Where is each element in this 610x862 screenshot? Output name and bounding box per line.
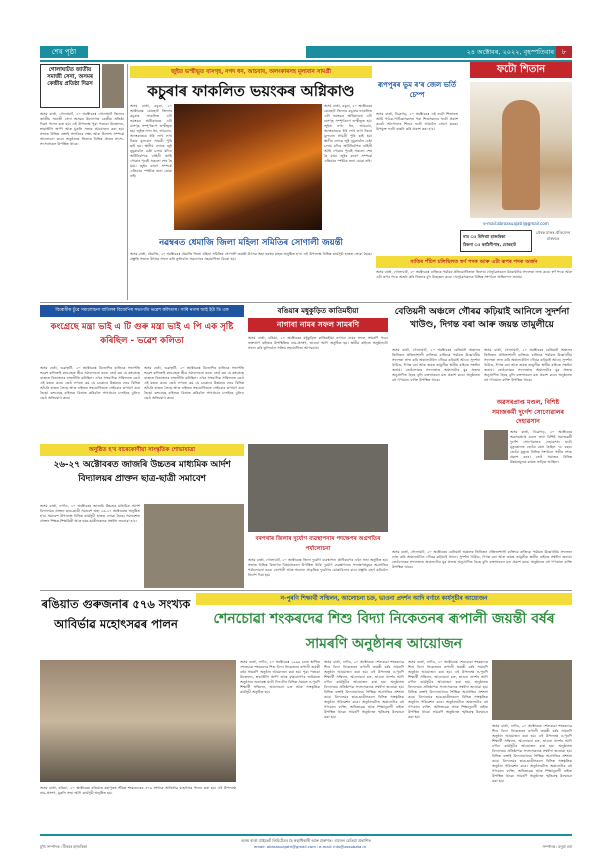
memorial-photo — [484, 430, 508, 460]
footer-right-name: সম্পাদক ৷ মনুপ্ৰ বৰা — [542, 844, 572, 849]
left-story-photo — [102, 64, 124, 108]
masthead-left-bar — [40, 46, 88, 58]
photo-feature-caption — [460, 230, 532, 252]
meeting-photo — [248, 444, 388, 532]
rangia-body: অসম বাৰ্তা, ৰঙিয়া, ২০ অক্টোবৰঃ ৰঙিয়াত মহাপুৰুষ শ্ৰীমন্ত শংকৰদেৱৰ ৫৭৬ সংখ্যক আবিৰ্ভাৱ মহোৎসৱ পালন কৰা হয়। এই উপলক্ষে নাম-প্ৰসংগ, মুকলি সভা আদি কাৰ্যসূচী অনুষ্ঠিত হয়। — [40, 786, 236, 795]
congress-body-col1: অসম বাৰ্তা, গুৱাহাটী, ২০ অক্টোবৰঃ বিজেপিৰ ৰাজ্যিক সভাপতি ভৱেশ কলিতাই কংগ্ৰেছক তীব্ৰ সমালোচনা কৰে। তেওঁ কয় যে কংগ্ৰেছে ৰাজ্যত বিভাজনৰ ৰাজনীতি কৰিছিল। এখন সাংবাদিক সন্মিলনত তেওঁ এই মন্তব্য কৰে। তেওঁ লগতে কয় যে চৰকাৰে উন্নয়নৰ বাবে বিভিন্ন আঁচনি হাতত লৈছে আৰু ৰাইজৰ সহযোগিতাত সেইবোৰ ৰূপায়ণ কৰা হৈছে। কংগ্ৰেছে ৰাইজক বিভ্ৰান্ত কৰিবলৈ অপপ্ৰচাৰ চলাইছে বুলিও তেওঁ অভিযোগ কৰে। — [40, 366, 140, 400]
fire-headline: কচুৰাৰ ফাকলিত ভয়ংকৰ অগ্নিকাণ্ড — [147, 82, 355, 100]
congress-headline: কংগ্ৰেছে মন্ত্ৰা ভাই এ টি গুৰু মন্ত্ৰা ভাই এ পি এক সৃষ্টি কৰিছিল - ভৱেশ কলিতা — [50, 322, 234, 346]
teacher-banner-text: ন-পুৰণি শিক্ষাৰ্থী সন্মিলন, আলোচনা চক্ৰ, ভাওনা প্ৰদৰ্শন আদি বৰ্ণাঢ্য কাৰ্যসূচীৰ আয়োজন — [280, 596, 488, 602]
cultural-banner-text: অনুষ্ঠিত হ'ব বাৰেকোণীয়া সাংস্কৃতিক শোভাযাত্ৰা — [88, 447, 196, 453]
caption-name: নাম ঃ উদিপ্তা হাজৰিকা — [463, 234, 506, 239]
memorial-body: অসম বাৰ্তা, ডিব্ৰুগড়, ২০ অক্টোবৰঃ অৱসৰপ্ৰাপ্ত মণ্ডল তথা বিশিষ্ট সমাজকৰ্মী দুৰ্গেশ সোণোৱালৰ দেহাৱসান ঘটে। মৃত্যুকালত তেওঁৰ বয়স হৈছিল ৭৮ বছৰ। তেওঁৰ মৃত্যুত বিভিন্ন সংগঠনে গভীৰ শোক প্ৰকাশ কৰে। তেওঁ সমাজৰ বিভিন্ন উন্নয়নমূলক কামত জড়িত আছিল। — [510, 430, 572, 464]
fire-photo — [174, 104, 322, 230]
sports-body: অসম বাৰ্তা, গোলাঘাট, ২০ অক্টোবৰঃ ৰাজ্যিক পৰ্যায়ৰ প্ৰতিযোগিতাত জিলাৰ খেলুৱৈসকলে উল্লেখনীয় সফলতা লাভ কৰে। স্বৰ্ণ পদক আৰু এটা ৰূপৰ পদক অৰ্জন কৰি জিলাৰ মুখ উজ্জ্বল কৰে। খেলুৱৈসকলক বিভিন্ন সংগঠনে অভিনন্দন জনায়। — [376, 270, 572, 279]
bjp-kicker: বিৰোধীক চুঁৱে সমালোচনা বাতিলৰ বিজেপিৰ সভাপতি ভৱেশ কলিতাৰ ৷ সাৰি নগাৰ আই ইউ ডি এক — [55, 308, 229, 313]
fire-body-right: অসম বাৰ্তা, কচুৰা, ২০ অক্টোবৰঃ যোৰহাট জিলাৰ কচুৰাৰ ফাকলিত এটা ভয়ংকৰ অগ্নিকাণ্ডত এটা বাসগৃহ সম্পূৰ্ণৰূপে ভস্মীভূত হয়। জুইত নগদ ধন, আচবাব, অলংকাৰকে ধৰি লাখ লাখ টকাৰ মূল্যবান সামগ্ৰী পুৰি ছাই হয়। স্থানীয় লোকে জুই নুমুৱাবলৈ চেষ্টা চলায় যদিও অগ্নিনিৰ্বাপক বাহিনী আহি পোৱাৰ পূৰ্বেই সকলো শেষ হৈ যায়। জুইৰ কাৰণ সম্পৰ্কে এতিয়াও স্পষ্টকৈ জনা যোৱা নাই। — [324, 104, 372, 163]
mukhi-kicker — [248, 305, 388, 317]
betoni-headline: বেতিয়নী অঞ্চলে গৌৰৱ কঢ়িয়াই আনিলে সুদৰ্শনা খাউণ্ড, দিগন্ত বৰা আৰু জয়ন্ত তামুলীয়ে — [394, 307, 570, 330]
photo-feature-title-bar — [470, 62, 572, 78]
photo-feature-body: অসম বাৰ্তা, ডিব্ৰুগড়, ২০ অক্টোবৰঃ এই ফটো শিতানত আমি পাঠক-পাঠিকাসকলৰ পৰা শিশুসকলৰ ফটো প্ৰকাশ কৰোঁ। আপোনাৰ শিশুৰ ফটো আমালৈ প্ৰেৰণ কৰক। উপযুক্ত ফটো বাছনি কৰি প্ৰকাশ কৰা হ'ব। — [376, 112, 458, 131]
bokakhat-kicker — [248, 534, 388, 556]
fire-kicker — [130, 66, 372, 78]
mukhi-headline: নাগাবা নামৰ সফল সামৰণি — [276, 320, 360, 329]
child-figure — [502, 100, 540, 210]
footer-rule — [40, 834, 572, 836]
bjp-kicker-bar — [40, 305, 244, 317]
sports-kicker: বাতিৰ পঁচিশ চলিছিলত স্বৰ্ণ পদক আৰু এটা ৰূপৰ পদক অৰ্জন — [410, 259, 538, 265]
shishu-body-col1: অসম বাৰ্তা, নগাঁও, ২০ অক্টোবৰঃ শেনচোৱা শংকৰদেৱ শিশু বিদ্যা নিকেতনৰ ৰূপালী জয়ন্তী বৰ্ষৰ সামৰণি অনুষ্ঠান আয়োজন কৰা হয়। এই উপলক্ষে ন-পুৰণি শিক্ষাৰ্থী সন্মিলন, আলোচনা চক্ৰ, ভাওনা প্ৰদৰ্শন আদি বৰ্ণাঢ্য কাৰ্যসূচীৰ আয়োজন কৰা হয়। অনুষ্ঠানত বিদ্যালয়ৰ প্ৰতিষ্ঠাপক সদস্যসকলক সম্বৰ্ধনা জনোৱা হয়। বিভিন্ন বক্তাই বিদ্যালয়খনৰ শৈক্ষিক অগ্ৰগতিৰ প্ৰশংসা কৰে। বিদ্যালয়ৰ ছাত্ৰ-ছাত্ৰীসকলে বিভিন্ন সাংস্কৃতিক অনুষ্ঠান পৰিৱেশন কৰে। অনুষ্ঠানটোত অঞ্চলটোৰ বহু গণ্যমান্য ব্যক্তি, অভিভাৱক আৰু শিক্ষানুৰাগী ৰাইজ উপস্থিত থাকে। সামৰণি অনুষ্ঠানত স্মৃতিগ্ৰন্থ উন্মোচন কৰা হয়। — [324, 660, 404, 719]
mukhi-kicker-text: বঙিয়াৰ মধুকুড়িত কাতিমহীয়া — [277, 307, 359, 315]
column-divider — [127, 64, 128, 300]
memorial-headline: অৱসৰপ্ৰাপ্ত মণ্ডল, বিশিষ্ট সমাজকৰ্মী দুৰ্গেশ সোণোৱালৰ দেহাৱসান — [491, 399, 565, 425]
masthead-dateline — [306, 46, 572, 58]
sports-kicker-bar — [376, 256, 572, 268]
photo-feature-title: ফটো শিতান — [496, 64, 546, 75]
page-number: ৮ — [561, 48, 567, 56]
row-divider-2 — [40, 590, 572, 591]
school-body-col1: অসম বাৰ্তা, নগাঁও, ২০ অক্টোবৰঃ জাজৰি উচ্চতৰ মাধ্যমিক আৰ্দশ বিদ্যালয়ৰ প্ৰাক্তন ছাত্ৰ-ছাত্ৰী সমাবেশ অহা ২৬-২৭ অক্টোবৰত অনুষ্ঠিত হ'ব। সমাবেশ উপলক্ষে বিভিন্ন কাৰ্যসূচী হাতত লোৱা হৈছে। সমাবেশত প্ৰাক্তন শিক্ষক-শিক্ষয়িত্ৰী আৰু ছাত্ৰ-ছাত্ৰীসকলক সম্বৰ্ধনা জনোৱা হ'ব। — [40, 504, 140, 523]
footer-left-name: মুখ্য সম্পাদক ৷ বীৰবৰ হাজৰিকা — [40, 844, 87, 849]
date-line: ২৪ অক্টোবৰ, ২০২২, বৃহস্পতিবাৰ — [466, 48, 554, 56]
mukhi-headline-bar — [248, 318, 388, 332]
mukhi-body: অসম বাৰ্তা, বঙিয়া, ২০ অক্টোবৰঃ মধুকুড়িত কাতিমহীয়া নাগাবা নামৰ সফল সামৰণি পৰে। ভক্তপ্ৰাণ ৰাইজৰ উপস্থিতিত নাম-প্ৰসংগ, ভাওনা আদি অনুষ্ঠিত হয়। স্থানীয় ৰাইজে অনুষ্ঠানটো সফল কৰি তুলিবলৈ সক্ৰিয় সহযোগিতা আগবঢ়ায়। — [248, 336, 388, 350]
shishu-body-col3: অসম বাৰ্তা, নগাঁও, ২০ অক্টোবৰঃ শেনচোৱা শংকৰদেৱ শিশু বিদ্যা নিকেতনৰ ৰূপালী জয়ন্তী বৰ্ষৰ সামৰণি অনুষ্ঠান আয়োজন কৰা হয়। এই উপলক্ষে ন-পুৰণি শিক্ষাৰ্থী সন্মিলন, আলোচনা চক্ৰ, ভাওনা প্ৰদৰ্শন আদি বৰ্ণাঢ্য কাৰ্যসূচীৰ আয়োজন কৰা হয়। অনুষ্ঠানত বিদ্যালয়ৰ প্ৰতিষ্ঠাপক সদস্যসকলক সম্বৰ্ধনা জনোৱা হয়। বিভিন্ন বক্তাই বিদ্যালয়খনৰ শৈক্ষিক অগ্ৰগতিৰ প্ৰশংসা কৰে। বিদ্যালয়ৰ ছাত্ৰ-ছাত্ৰীসকলে বিভিন্ন সাংস্কৃতিক অনুষ্ঠান পৰিৱেশন কৰে। অনুষ্ঠানটোত অঞ্চলটোৰ বহু গণ্যমান্য ব্যক্তি, অভিভাৱক আৰু শিক্ষানুৰাগী ৰাইজ উপস্থিত থাকে। সামৰণি অনুষ্ঠানত স্মৃতিগ্ৰন্থ উন্মোচন কৰা হয়। — [492, 724, 572, 783]
rangia-photo — [40, 660, 236, 782]
dhemaji-body: অসম বাৰ্তা, ধেমাজি, ২০ অক্টোবৰঃ ধেমাজি জিলা মহিলা সমিতিৰ সোণালী জয়ন্তী উৎসৱ অহা নৱম্বৰ মাহত অনুষ্ঠিত হ'ব। এই উপলক্ষে বিভিন্ন কাৰ্যসূচী হাতত লোৱা হৈছে। প্ৰস্তুতি সভাত উৎসৱ সফল কৰি তুলিবলৈ সকলোৰে সহযোগিতা বিচৰা হয়। — [130, 252, 372, 261]
betoni-body-col1: অসম বাৰ্তা, গোলাঘাট, ২০ অক্টোবৰঃ বেতিয়নী অঞ্চলৰ তিনিজন প্ৰতিভাশালী ব্যক্তিয়ে ৰাজ্যিক পৰ্যায়ত উল্লেখনীয় সফলতা লাভ কৰি অঞ্চলটোলৈ গৌৰৱ কঢ়িয়াই আনে। সুদৰ্শনা খাউণ্ড, দিগন্ত বৰা আৰু জয়ন্ত তামুলীক স্থানীয় ৰাইজে সম্বৰ্ধনা জনায়। তেওঁলোকৰ সফলতাত অঞ্চলটোৰ যুৱ প্ৰজন্ম অনুপ্ৰাণিত হৈছে বুলি বক্তাসকলে মত প্ৰকাশ কৰে। অনুষ্ঠানত বহু গণ্যমান্য ব্যক্তি উপস্থিত থাকে। — [392, 348, 480, 382]
congress-body-col2: অসম বাৰ্তা, গুৱাহাটী, ২০ অক্টোবৰঃ বিজেপিৰ ৰাজ্যিক সভাপতি ভৱেশ কলিতাই কংগ্ৰেছক তীব্ৰ সমালোচনা কৰে। তেওঁ কয় যে কংগ্ৰেছে ৰাজ্যত বিভাজনৰ ৰাজনীতি কৰিছিল। এখন সাংবাদিক সন্মিলনত তেওঁ এই মন্তব্য কৰে। তেওঁ লগতে কয় যে চৰকাৰে উন্নয়নৰ বাবে বিভিন্ন আঁচনি হাতত লৈছে আৰু ৰাইজৰ সহযোগিতাত সেইবোৰ ৰূপায়ণ কৰা হৈছে। কংগ্ৰেছে ৰাইজক বিভ্ৰান্ত কৰিবলৈ অপপ্ৰচাৰ চলাইছে বুলিও তেওঁ অভিযোগ কৰে। — [144, 366, 244, 400]
footer-line-1: অসম বাৰ্তা প্ৰাইভেট লিমিটেডৰ হৈ স্বত্বাধিকাৰী আৰু প্ৰকাশক ৷ ৰাজেন চেতিয়া প্ৰকাশিত — [241, 838, 371, 843]
left-story-headline — [40, 64, 100, 108]
fire-kicker-text: জুইত ভস্মীভূত বাসগৃহ, নগদ ধন, আচবাব, অলংকাৰসহ মূল্যবান সামগ্ৰী — [170, 69, 332, 75]
photo-feature-sender: প্ৰেৰক মাকৰ প্ৰতিবেদন মাৰফতে — [535, 230, 571, 241]
middle-body-col1: অসম বাৰ্তা, নগাঁও, ২০ অক্টোবৰঃ ১৯৯৯ চনত স্থাপিত শেনচোৱা শংকৰদেৱ শিশু বিদ্যা নিকেতনৰ ৰূপালী জয়ন্তী বৰ্ষৰ সামৰণি অনুষ্ঠান আয়োজন কৰা হয়। পুৱা পতাকা উত্তোলন, শ্ৰদ্ধাঞ্জলি অৰ্পণ আৰু বৃক্ষৰোপণৰ জৰিয়তে অনুষ্ঠানৰ শুভাৰম্ভ ঘটে। দিনটোৰ বিভিন্ন সময়ত ন-পুৰণি শিক্ষাৰ্থী সন্মিলন, আলোচনা চক্ৰ আৰু সাংস্কৃতিক কাৰ্যসূচী অনুষ্ঠিত হয়। — [240, 660, 320, 694]
betoni-body-col2: অসম বাৰ্তা, গোলাঘাট, ২০ অক্টোবৰঃ বেতিয়নী অঞ্চলৰ তিনিজন প্ৰতিভাশালী ব্যক্তিয়ে ৰাজ্যিক পৰ্যায়ত উল্লেখনীয় সফলতা লাভ কৰি অঞ্চলটোলৈ গৌৰৱ কঢ়িয়াই আনে। সুদৰ্শনা খাউণ্ড, দিগন্ত বৰা আৰু জয়ন্ত তামুলীক স্থানীয় ৰাইজে সম্বৰ্ধনা জনায়। তেওঁলোকৰ সফলতাত অঞ্চলটোৰ যুৱ প্ৰজন্ম অনুপ্ৰাণিত হৈছে বুলি বক্তাসকলে মত প্ৰকাশ কৰে। অনুষ্ঠানত বহু গণ্যমান্য ব্যক্তি উপস্থিত থাকে। — [484, 348, 572, 382]
shishu-body-col2: অসম বাৰ্তা, নগাঁও, ২০ অক্টোবৰঃ শেনচোৱা শংকৰদেৱ শিশু বিদ্যা নিকেতনৰ ৰূপালী জয়ন্তী বৰ্ষৰ সামৰণি অনুষ্ঠান আয়োজন কৰা হয়। এই উপলক্ষে ন-পুৰণি শিক্ষাৰ্থী সন্মিলন, আলোচনা চক্ৰ, ভাওনা প্ৰদৰ্শন আদি বৰ্ণাঢ্য কাৰ্যসূচীৰ আয়োজন কৰা হয়। অনুষ্ঠানত বিদ্যালয়ৰ প্ৰতিষ্ঠাপক সদস্যসকলক সম্বৰ্ধনা জনোৱা হয়। বিভিন্ন বক্তাই বিদ্যালয়খনৰ শৈক্ষিক অগ্ৰগতিৰ প্ৰশংসা কৰে। বিদ্যালয়ৰ ছাত্ৰ-ছাত্ৰীসকলে বিভিন্ন সাংস্কৃতিক অনুষ্ঠান পৰিৱেশন কৰে। অনুষ্ঠানটোত অঞ্চলটোৰ বহু গণ্যমান্য ব্যক্তি, অভিভাৱক আৰু শিক্ষানুৰাগী ৰাইজ উপস্থিত থাকে। সামৰণি অনুষ্ঠানত স্মৃতিগ্ৰন্থ উন্মোচন কৰা হয়। — [408, 660, 488, 719]
photo-feature-email — [460, 220, 572, 228]
fire-body-left: অসম বাৰ্তা, কচুৰা, ২০ অক্টোবৰঃ যোৰহাট জিলাৰ কচুৰাৰ ফাকলিত এটা ভয়ংকৰ অগ্নিকাণ্ডত এটা বাসগৃহ সম্পূৰ্ণৰূপে ভস্মীভূত হয়। জুইত নগদ ধন, আচবাব, অলংকাৰকে ধৰি লাখ লাখ টকাৰ মূল্যবান সামগ্ৰী পুৰি ছাই হয়। স্থানীয় লোকে জুই নুমুৱাবলৈ চেষ্টা চলায় যদিও অগ্নিনিৰ্বাপক বাহিনী আহি পোৱাৰ পূৰ্বেই সকলো শেষ হৈ যায়। জুইৰ কাৰণ সম্পৰ্কে এতিয়াও স্পষ্টকৈ জনা যোৱা নাই। — [130, 104, 172, 178]
section-label: শেষ পৃষ্ঠা — [51, 48, 77, 56]
left-story-body: অসম বাৰ্তা, গোলাঘাট, ২০ অক্টোবৰঃ গোলাঘাট জিলাৰ জাতীয় সমাজী সেনা অসমৰ উদ্যোগত কেন্দ্ৰীয় প্ৰতিষ্ঠা দিৱস পালন কৰা হয়। এই উপলক্ষে পুৱা পতাকা উত্তোলন, শ্ৰদ্ধাঞ্জলি অৰ্পণ আৰু মুকলি সভাৰ আয়োজন কৰা হয়। সভাত বিভিন্ন বক্তাই সংগঠনৰ লক্ষ্য আৰু উদ্দেশ্য সম্পৰ্কে আলোচনা কৰে। অনুষ্ঠানত জিলাৰ বিভিন্ন প্ৰান্তৰ সদস্য-সদস্যাসকল উপস্থিত থাকে। — [40, 112, 124, 146]
cultural-banner — [40, 444, 244, 456]
left-story-title: গোলাঘাটত জাতীয় সমাজী সেনা, অসমৰ কেন্দ্ৰীয় প্ৰতিষ্ঠা দিৱস — [47, 67, 93, 87]
school-photo — [144, 504, 244, 588]
photo-feature-email-text: e-mail:abroaxuajatri@gmail.com — [483, 221, 549, 226]
caption-address: ঠিকনা ঃ কাঠিনীপাৰ, যোৰহাট — [463, 242, 516, 247]
betoni-body-col3: অসম বাৰ্তা, গোলাঘাট, ২০ অক্টোবৰঃ বেতিয়নী অঞ্চলৰ তিনিজন প্ৰতিভাশালী ব্যক্তিয়ে ৰাজ্যিক পৰ্যায়ত উল্লেখনীয় সফলতা লাভ কৰি অঞ্চলটোলৈ গৌৰৱ কঢ়িয়াই আনে। সুদৰ্শনা খাউণ্ড, দিগন্ত বৰা আৰু জয়ন্ত তামুলীক স্থানীয় ৰাইজে সম্বৰ্ধনা জনায়। তেওঁলোকৰ সফলতাত অঞ্চলটোৰ যুৱ প্ৰজন্ম অনুপ্ৰাণিত হৈছে বুলি বক্তাসকলে মত প্ৰকাশ কৰে। অনুষ্ঠানত বহু গণ্যমান্য ব্যক্তি উপস্থিত থাকে। — [392, 550, 572, 569]
photo-feature-portrait — [470, 82, 572, 218]
dhemaji-headline: নৱম্বৰত ধেমাজি জিলা মহিলা সমিতিৰ সোণালী জয়ন্তী — [159, 238, 343, 248]
bokakhat-kicker-text: বৰপথাৰ জিলাৰ দুৰ্যোগ ব্যৱস্থাপনাৰ পদক্ষেপৰ অগ্ৰগতিৰ পৰ্যালোচনা — [255, 536, 381, 552]
row-divider-1 — [40, 302, 572, 303]
shishu-photo — [492, 660, 572, 720]
footer-line-2: email: abroaxuajatri@gmail.com ৷ e-mail: info@assobata.in — [253, 844, 367, 849]
shishu-headline: শেনচোৱা শংকৰদেৱ শিশু বিদ্যা নিকেতনৰ ৰূপালী জয়ন্তী বৰ্ষৰ সামৰণি অনুষ্ঠানৰ আয়োজন — [213, 611, 555, 652]
photo-feature-headline: ৰূপপুৰৰ ভুম ৰ'ৰ জেল ভৰ্তি চেম্প — [377, 81, 457, 99]
school-headline: ২৬-২৭ অক্টোবৰত জাজৰি উচ্চতৰ মাধ্যমিক আৰ্দশ বিদ্যালয়ৰ প্ৰাক্তন ছাত্ৰ-ছাত্ৰী সমাবেশ — [53, 460, 231, 484]
rangia-headline: ৰঙিয়াত গুৰুজনাৰ ৫৭৬ সংখ্যক আবিৰ্ভাৱ মহোৎসৱৰ পালন — [41, 597, 191, 631]
page-number-badge — [556, 46, 572, 58]
bokakhat-body: অসম বাৰ্তা, গোলাঘাট, ২০ অক্টোবৰঃ জিলা দুৰ্যোগ ব্যৱস্থাপনা প্ৰাধিকৰণৰ এখন সভা অনুষ্ঠিত হয়। সভাত বিভিন্ন বিভাগৰ বিষয়াসকলে উপস্থিত থাকি দুৰ্যোগ ব্যৱস্থাপনাৰ পদক্ষেপসমূহৰ অগ্ৰগতিৰ পৰ্যালোচনা কৰে। বানপানী আৰু অন্যান্য প্ৰাকৃতিক দুৰ্যোগৰ মোকাবিলাৰ বাবে প্ৰস্তুতি গ্ৰহণ কৰিবলৈ নিৰ্দেশ দিয়া হয়। — [248, 558, 388, 577]
teacher-banner — [196, 593, 572, 605]
